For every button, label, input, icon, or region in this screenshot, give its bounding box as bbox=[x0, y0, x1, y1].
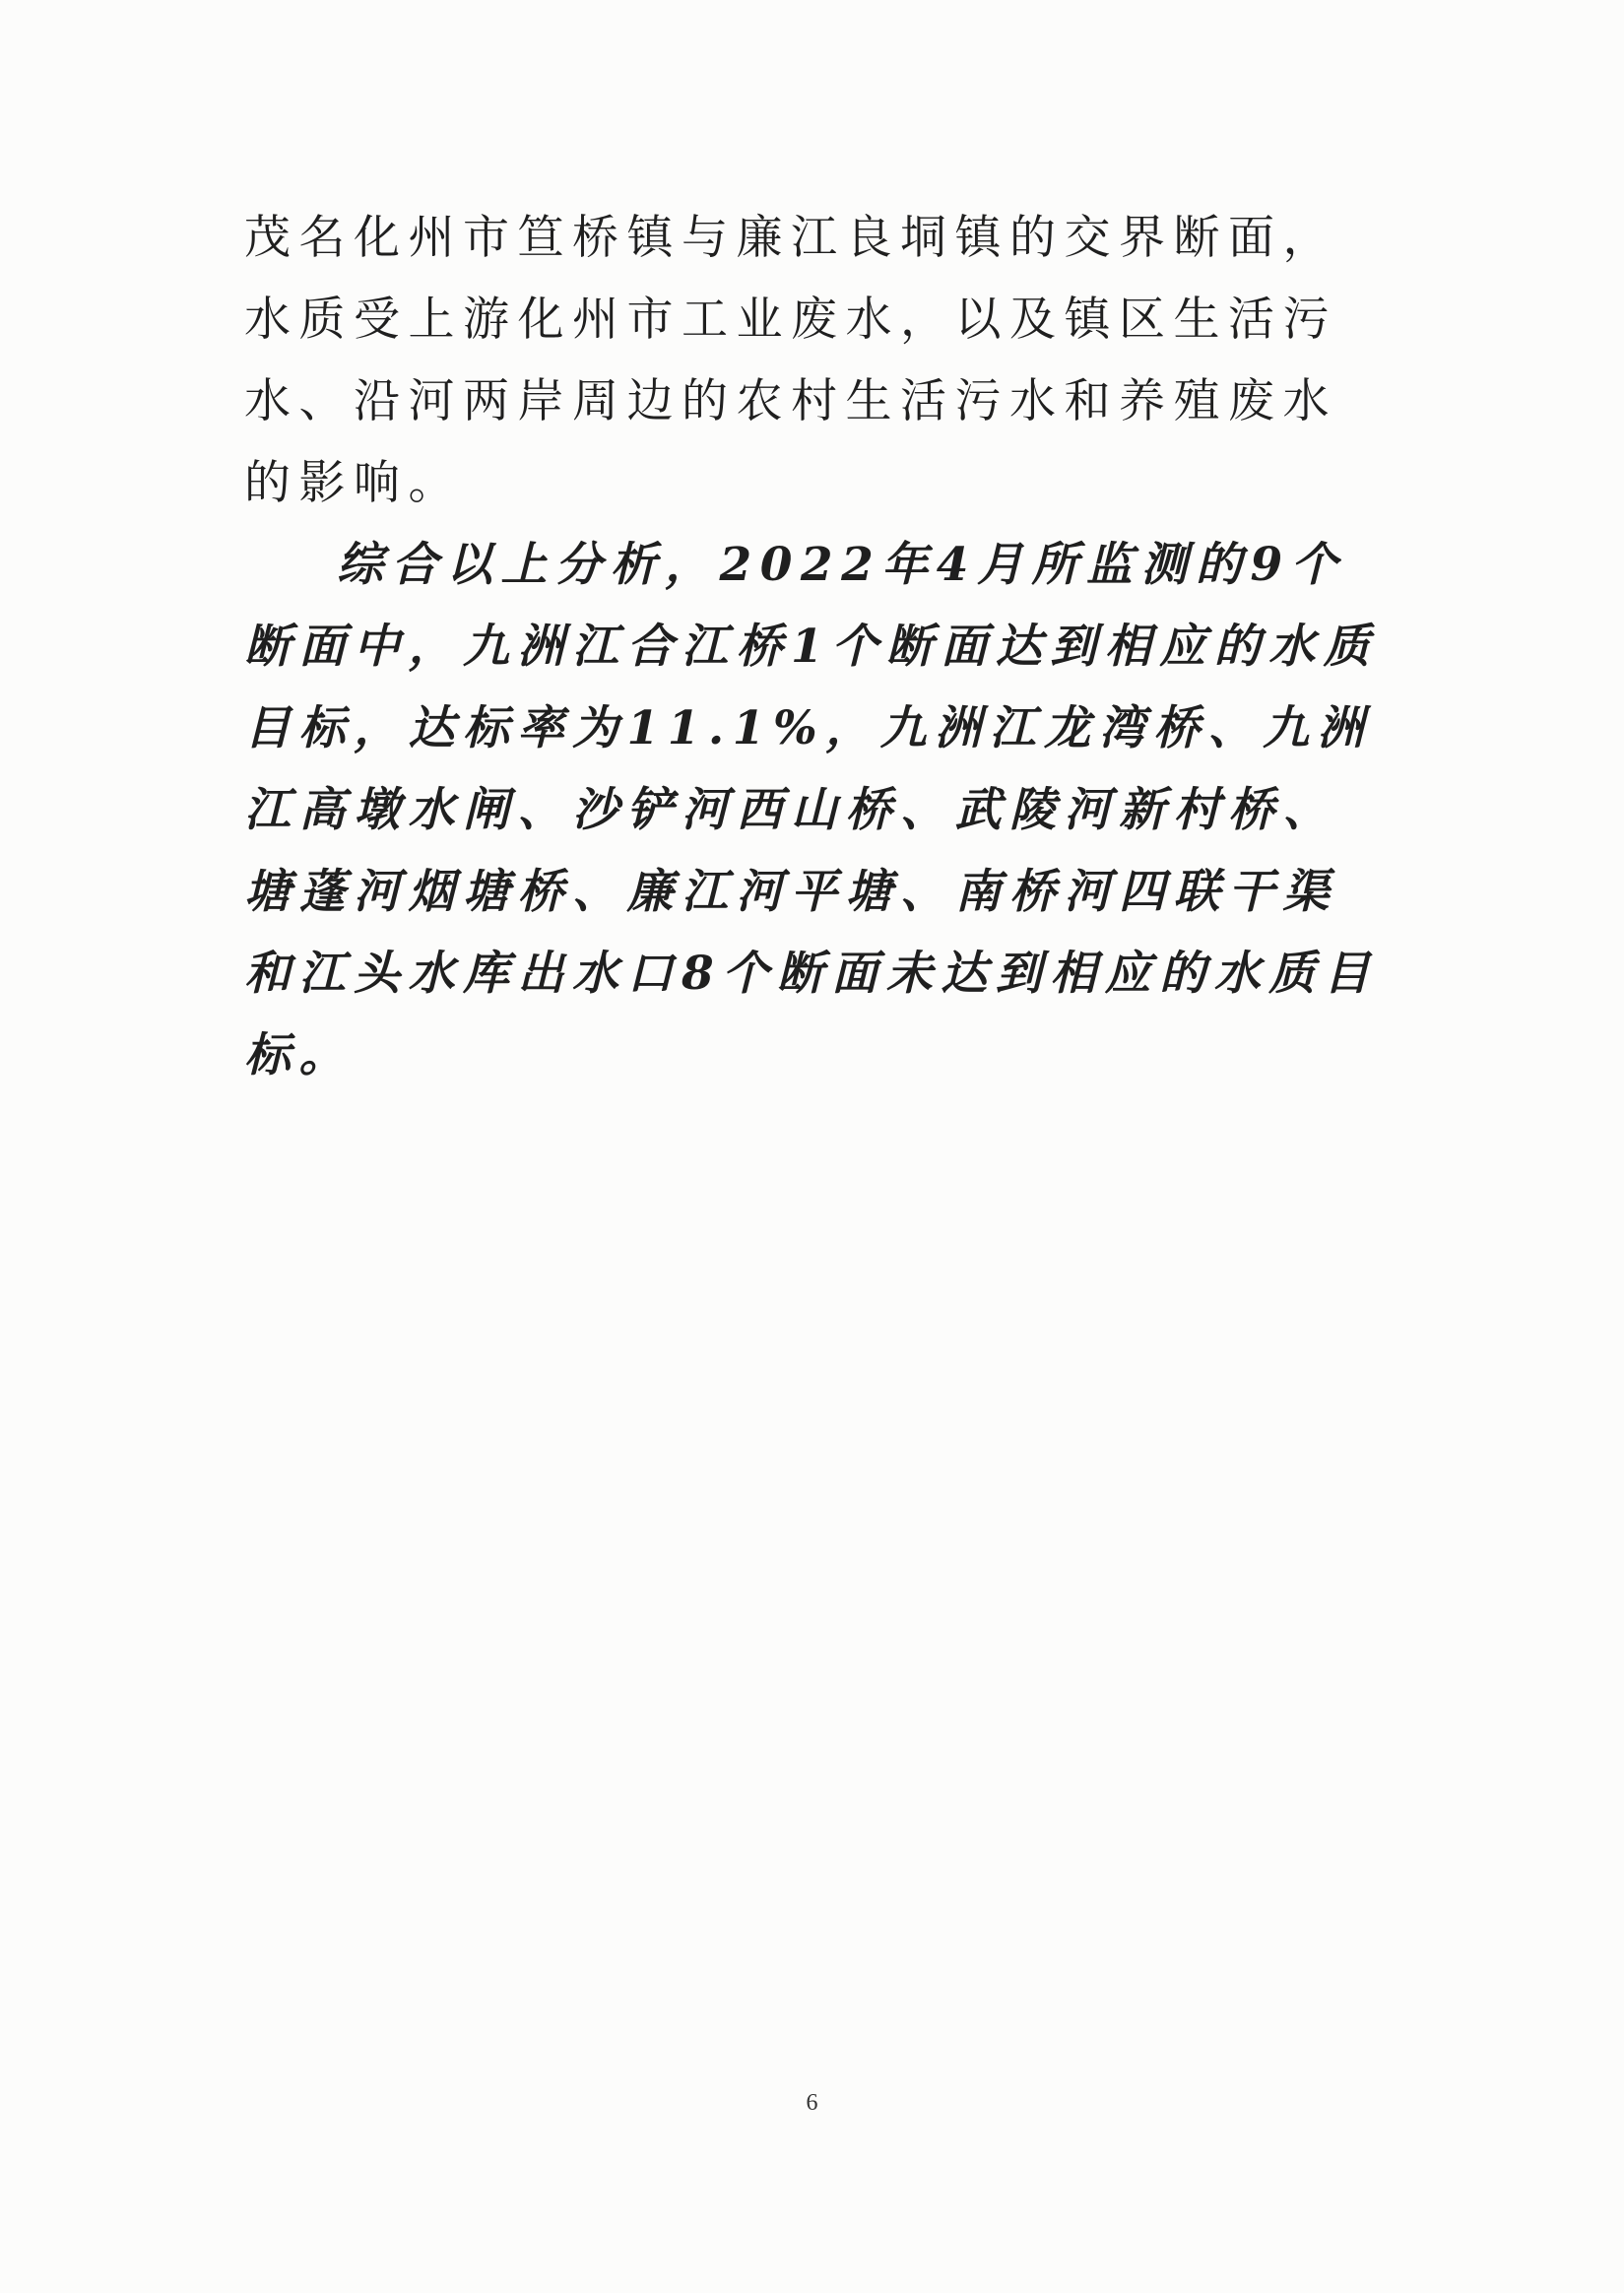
paragraph-pollution-source: 茂名化州市笪桥镇与廉江良垌镇的交界断面，水质受上游化州市工业废水，以及镇区生活污水、沿河两岸周边的农村生活污水和养殖废水的影响。 bbox=[244, 211, 1337, 510]
page-number: 6 bbox=[806, 2090, 818, 2116]
paragraph-summary-analysis: 综合以上分析，2022年4月所监测的9个断面中，九洲江合江桥1个断面达到相应的水质目标，达标率为11.1%，九洲江龙湾桥、九洲江高墩水闸、沙铲河西山桥、武陵河新村桥、塘蓬河烟塘桥、廉江河平塘、南桥河四联干渠和江头水库出水口8个断面未达到相应的水质目标。 bbox=[244, 538, 1379, 1082]
document-body bbox=[244, 197, 1387, 1096]
